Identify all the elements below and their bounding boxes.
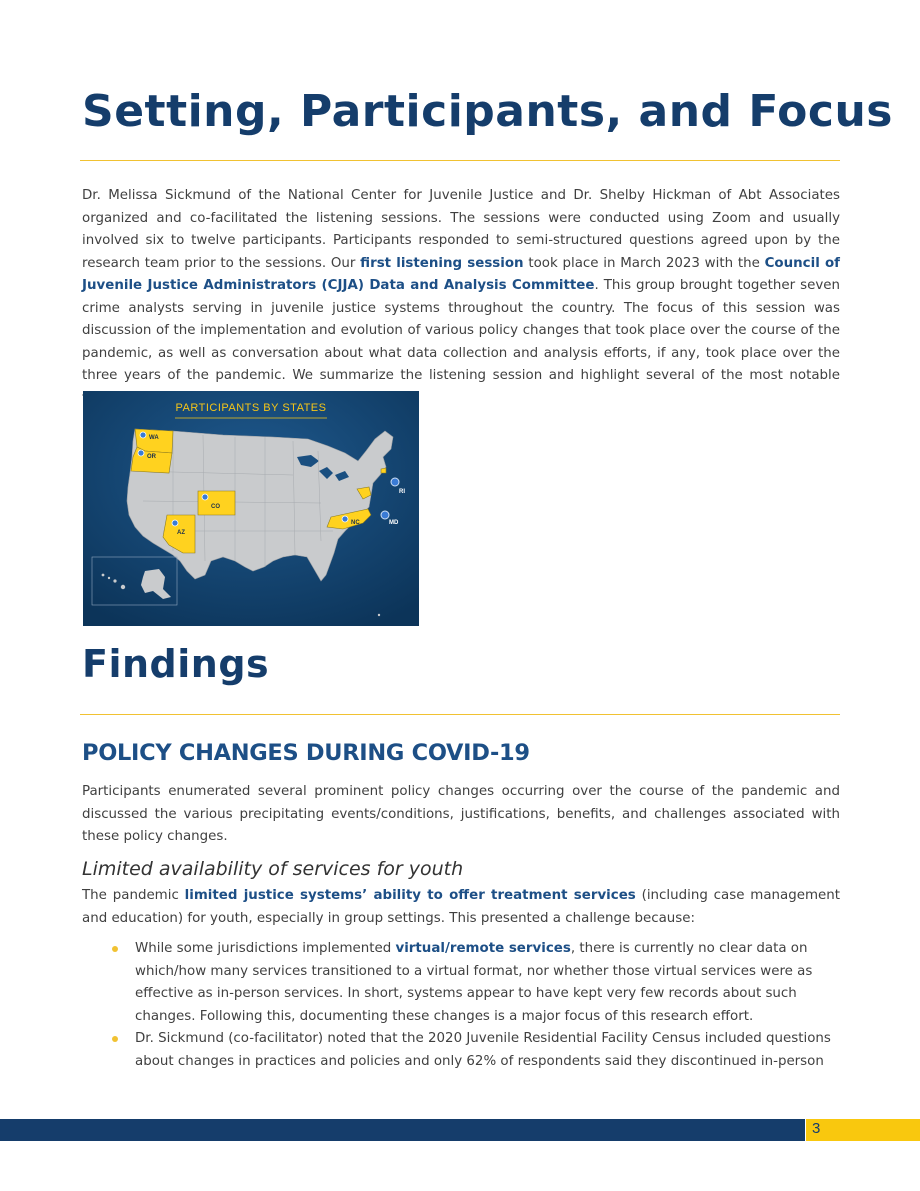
bullet-list bbox=[112, 938, 840, 1073]
list-item: While some jurisdictions implemented virtual/remote services, there is currently no clear data on which/how many services transitioned to a virtual format, nor whether those virtual services were as effective as in-person services. In short, systems appear to have kept very few records about such changes. Following this, documenting these changes is a major focus of this research effort. bbox=[112, 938, 840, 1028]
label-wa: WA bbox=[149, 435, 159, 441]
map-title: PARTICIPANTS BY STATES bbox=[175, 402, 327, 414]
label-nc: NC bbox=[351, 520, 360, 526]
footer-bar bbox=[0, 1119, 805, 1141]
section-title: Setting, Participants, and Focus bbox=[82, 86, 893, 137]
label-md: MD bbox=[389, 520, 399, 526]
label-or: OR bbox=[147, 454, 156, 460]
divider bbox=[80, 714, 840, 715]
state-ri bbox=[381, 468, 386, 473]
footer-accent bbox=[806, 1119, 920, 1141]
policy-intro: Participants enumerated several prominent policy changes occurring over the course of the pandemic and discussed the various precipitating events/conditions, justifications, benefits, and challenges associated with these policy changes. bbox=[82, 784, 840, 844]
divider bbox=[80, 160, 840, 161]
subsection-title: POLICY CHANGES DURING COVID-19 bbox=[82, 740, 530, 766]
bullet-icon bbox=[112, 946, 118, 952]
highlight-treatment: limited justice systems’ ability to offer treatment services bbox=[184, 888, 636, 903]
bullet-icon bbox=[112, 1036, 118, 1042]
label-az: AZ bbox=[177, 530, 185, 536]
findings-title: Findings bbox=[82, 642, 270, 686]
setting-paragraph: Dr. Melissa Sickmund of the National Center for Juvenile Justice and Dr. Shelby Hickman of Abt Associates organized and co-facilitated the listening sessions. The sessions were conducted using Zoom and usually involved six to twelve participants. Participants responded to semi-structured questions agreed upon by the research team prior to the sessions. Our first listening session took place in March 2023 with the Council of Juvenile Justice Administrators (CJJA) Data and Analysis Committee. This group brought together seven crime analysts serving in juvenile justice systems throughout the country. The focus of this session was discussion of the implementation and evolution of various policy changes that took place over the course of the pandemic, as well as conversation about what data collection and analysis efforts, if any, took place over the three years of the pandemic. We summarize the listening session and highlight several of the most notable bbox=[82, 188, 840, 383]
subheading: Limited availability of services for youth bbox=[82, 858, 464, 880]
highlight-virtual: virtual/remote services bbox=[395, 941, 571, 956]
participants-map bbox=[83, 391, 419, 626]
label-co: CO bbox=[211, 504, 220, 510]
label-ri: RI bbox=[399, 489, 405, 495]
highlight-cjja: Council of Juvenile Justice Administrators (CJJA) Data and Analysis Committee bbox=[82, 255, 840, 293]
highlight-first-session: first listening session bbox=[360, 255, 524, 271]
services-paragraph: The pandemic limited justice systems’ ability to offer treatment services (including case management and education) for youth, especially in group settings. This presented a challenge because: bbox=[82, 888, 840, 926]
page-number: 3 bbox=[812, 1120, 821, 1137]
list-item: Dr. Sickmund (co-facilitator) noted that the 2020 Juvenile Residential Facility Census included questions about changes in practices and policies and only 62% of respondents said they discontinued in-person bbox=[112, 1028, 840, 1073]
